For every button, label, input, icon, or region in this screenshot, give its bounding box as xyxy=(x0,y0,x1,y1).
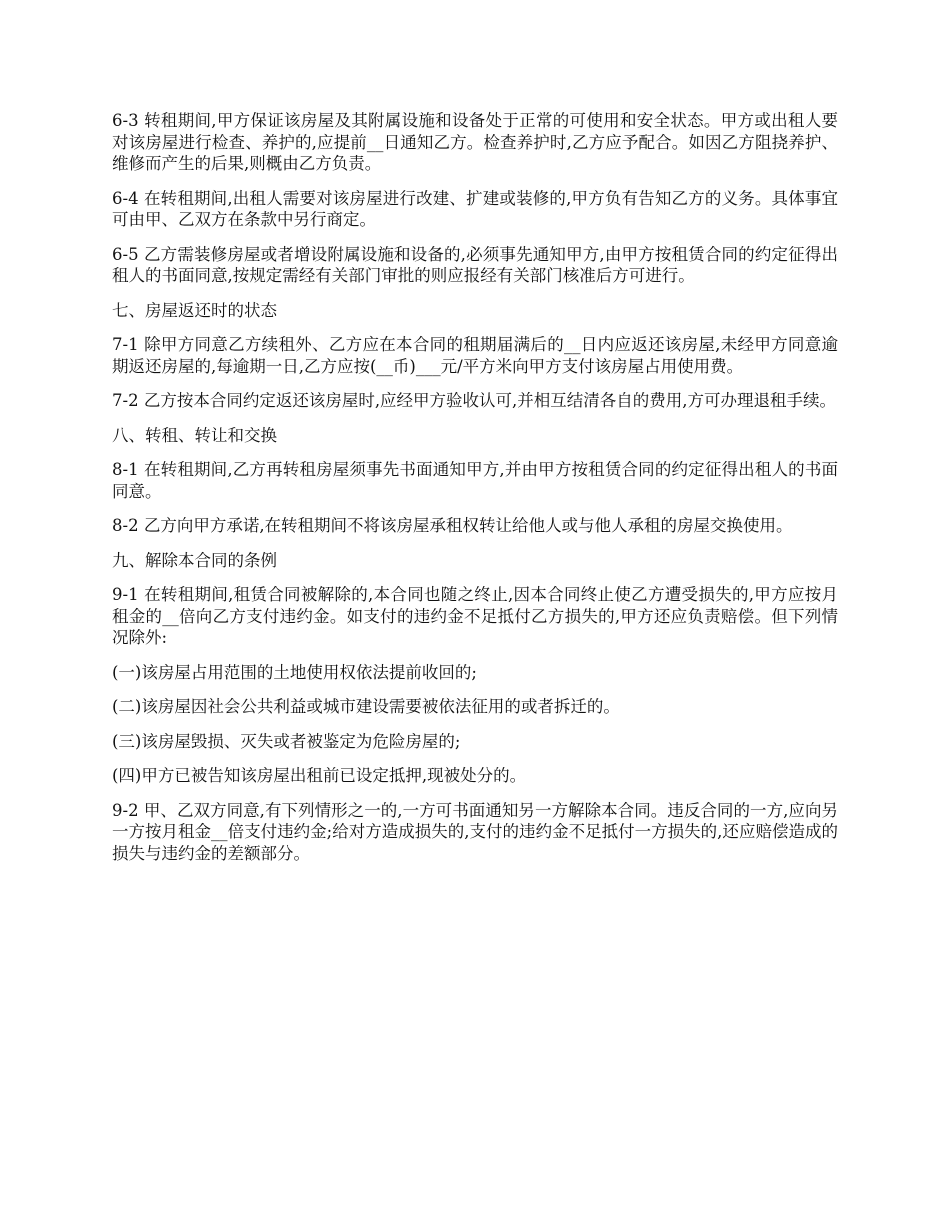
clause-7-1: 7-1 除甲方同意乙方续租外、乙方应在本合同的租期届满后的__日内应返还该房屋,未经甲方同意逾期返还房屋的,每逾期一日,乙方应按(__币)___元/平方米向甲方支付该房屋占用使用费。 xyxy=(112,335,838,376)
section-heading-8: 八、转租、转让和交换 xyxy=(112,425,277,445)
clause-6-4: 6-4 在转租期间,出租人需要对该房屋进行改建、扩建或装修的,甲方负有告知乙方的义务。具体事宜可由甲、乙双方在条款中另行商定。 xyxy=(112,188,838,229)
section-heading-7: 七、房屋返还时的状态 xyxy=(112,300,277,320)
exception-item-3: (三)该房屋毁损、灭失或者被鉴定为危险房屋的; xyxy=(112,731,461,751)
clause-9-2: 9-2 甲、乙双方同意,有下列情形之一的,一方可书面通知另一方解除本合同。违反合同的一方,应向另一方按月租金__倍支付违约金;给对方造成损失的,支付的违约金不足抵付一方损失的,还应赔偿造成的损失与违约金的差额部分。 xyxy=(112,800,838,863)
section-heading-9: 九、解除本合同的条例 xyxy=(112,550,277,570)
clause-9-1: 9-1 在转租期间,租赁合同被解除的,本合同也随之终止,因本合同终止使乙方遭受损失的,甲方应按月租金的__倍向乙方支付违约金。如支付的违约金不足抵付乙方损失的,甲方还应负责赔偿。但下列情况除外: xyxy=(112,585,838,647)
exception-item-1: (一)该房屋占用范围的土地使用权依法提前收回的; xyxy=(112,662,477,682)
exception-item-4: (四)甲方已被告知该房屋出租前已设定抵押,现被处分的。 xyxy=(112,766,527,785)
document-body xyxy=(112,110,838,877)
clause-8-2: 8-2 乙方向甲方承诺,在转租期间不将该房屋承租权转让给他人或与他人承租的房屋交换使用。 xyxy=(112,516,793,535)
clause-6-5: 6-5 乙方需装修房屋或者增设附属设施和设备的,必须事先通知甲方,由甲方按租赁合同的约定征得出租人的书面同意,按规定需经有关部门审批的则应报经有关部门核准后方可进行。 xyxy=(112,244,838,285)
clause-6-3: 6-3 转租期间,甲方保证该房屋及其附属设施和设备处于正常的可使用和安全状态。甲方或出租人要对该房屋进行检查、养护的,应提前__日通知乙方。检查养护时,乙方应予配合。如因乙方阻挠养护、维修而产生的后果,则概由乙方负责。 xyxy=(112,111,838,173)
clause-7-2: 7-2 乙方按本合同约定返还该房屋时,应经甲方验收认可,并相互结清各自的费用,方可办理退租手续。 xyxy=(112,391,837,410)
exception-item-2: (二)该房屋因社会公共利益或城市建设需要被依法征用的或者拆迁的。 xyxy=(112,697,620,716)
clause-8-1: 8-1 在转租期间,乙方再转租房屋须事先书面通知甲方,并由甲方按租赁合同的约定征得出租人的书面同意。 xyxy=(112,460,838,501)
